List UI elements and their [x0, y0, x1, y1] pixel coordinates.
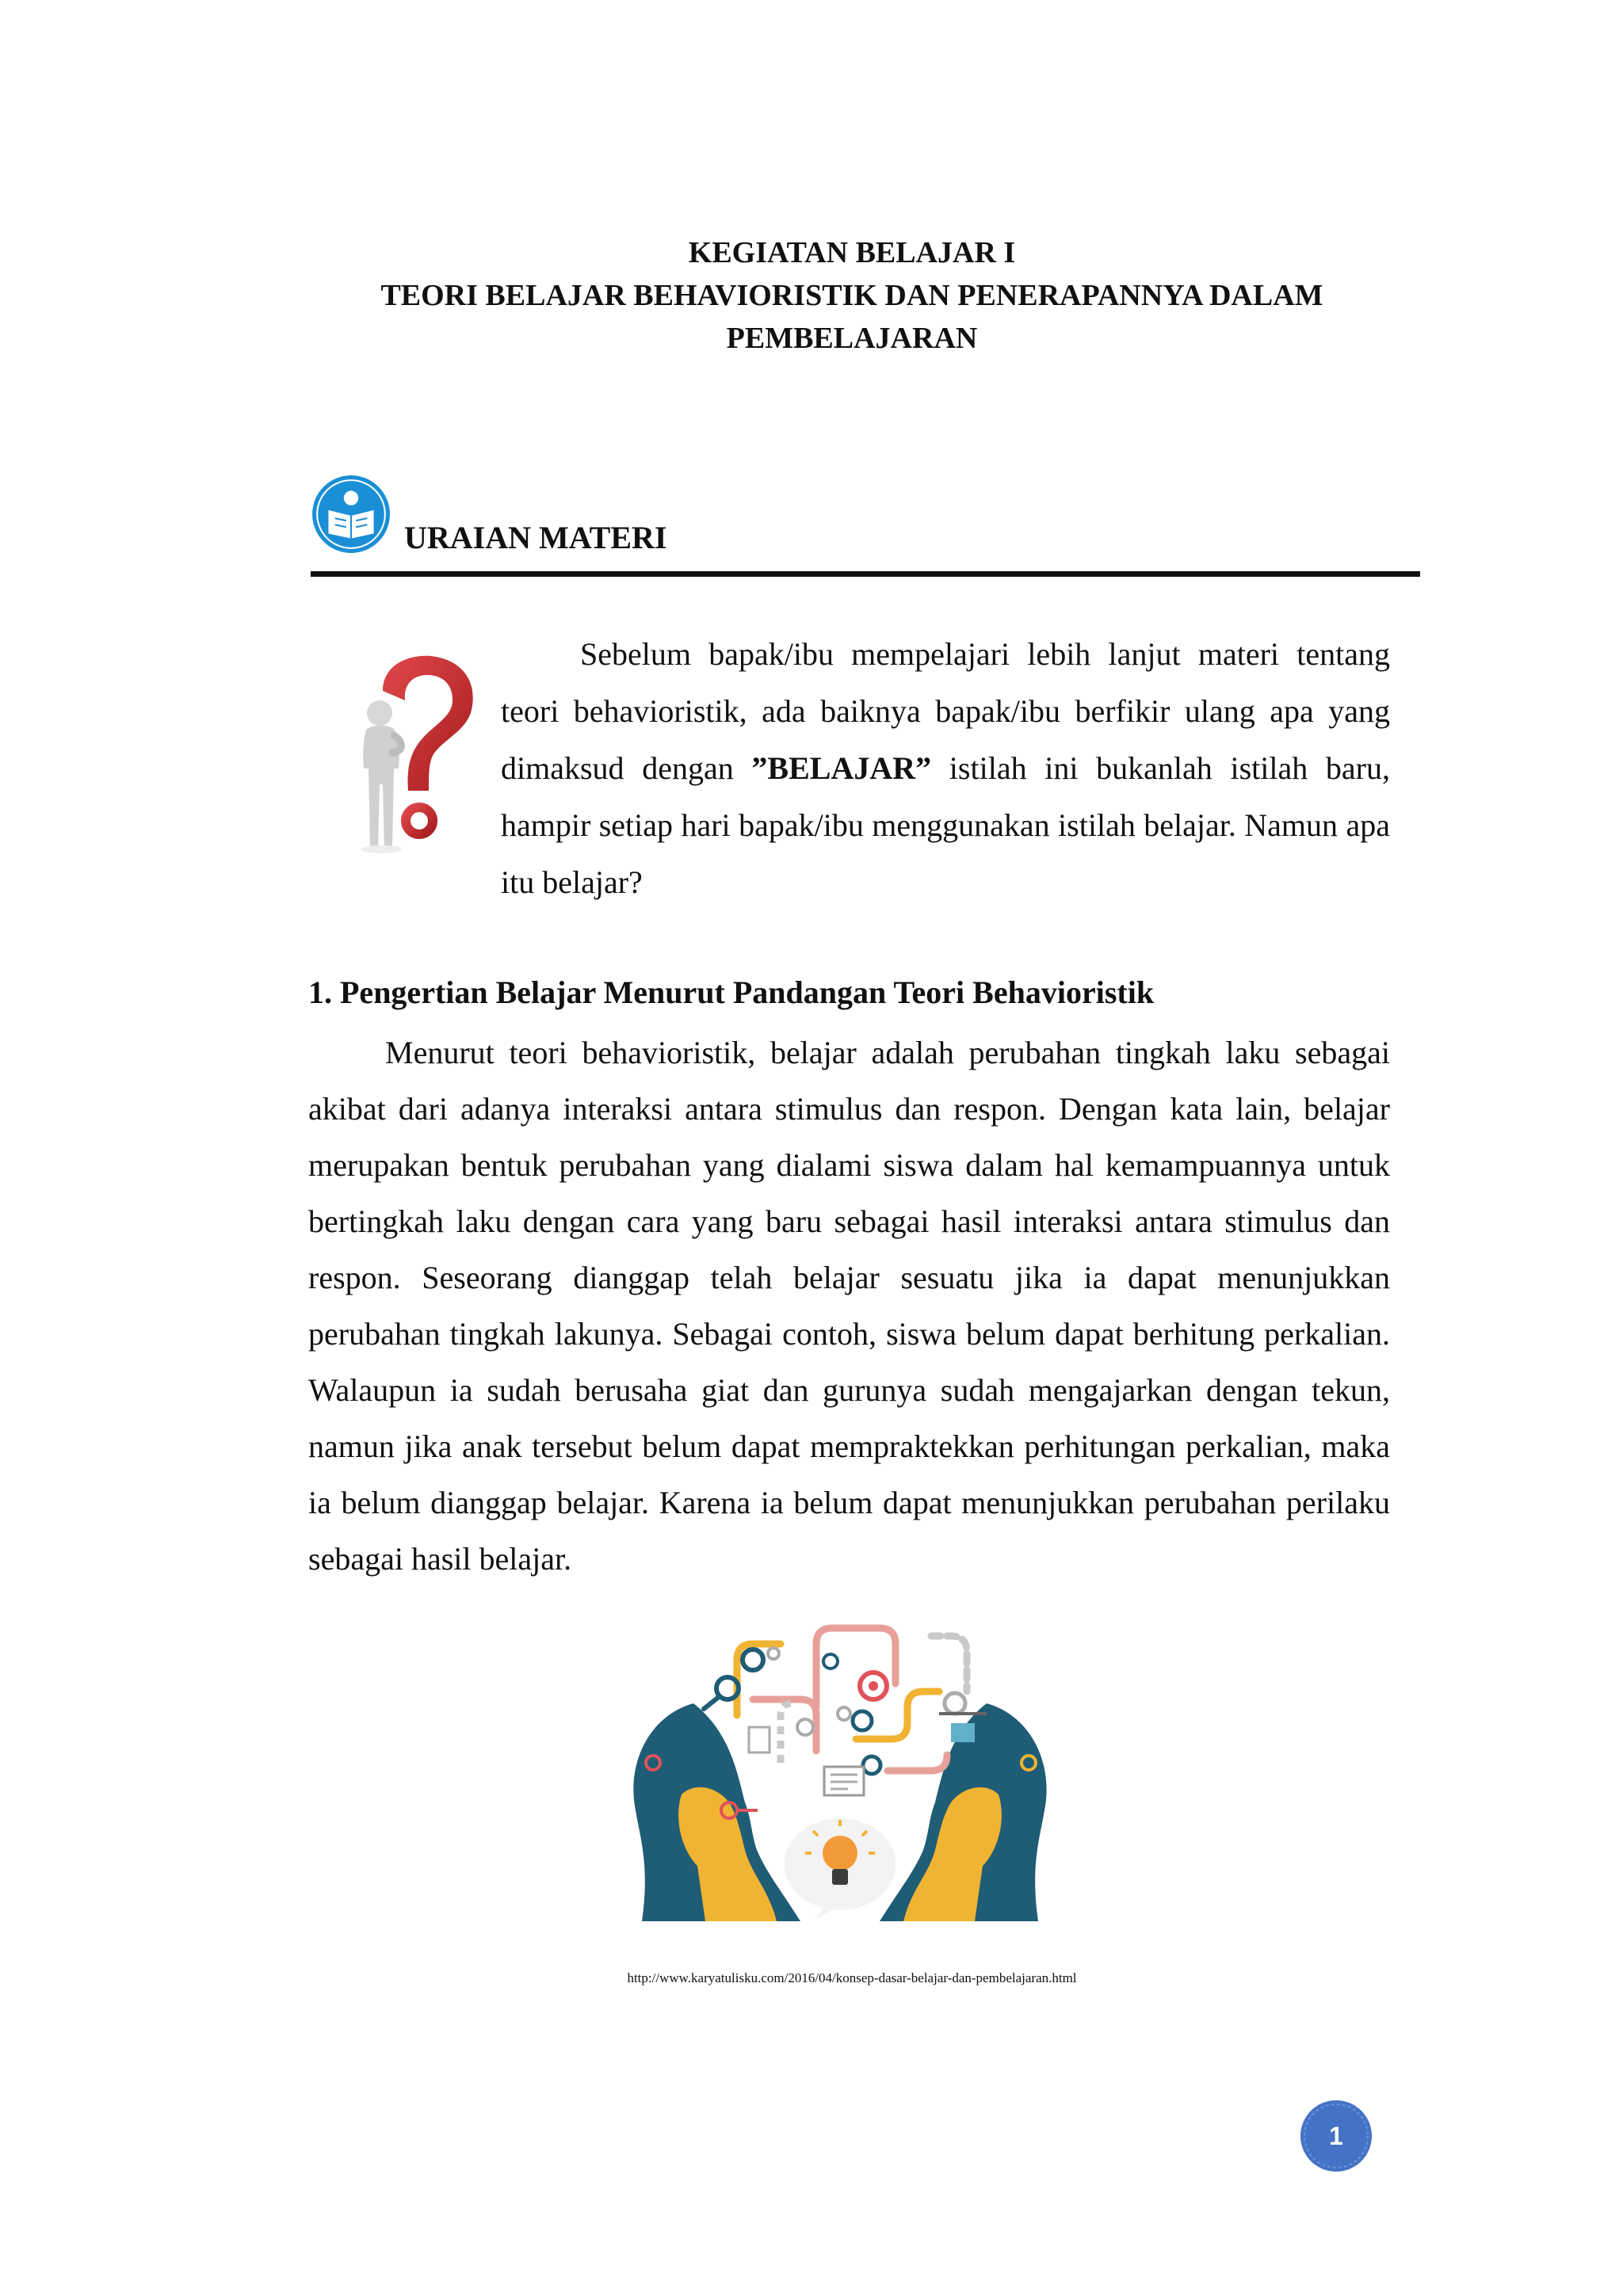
body-paragraph	[308, 1024, 1390, 1587]
title-line-3: PEMBELAJARAN	[726, 322, 978, 355]
subsection-heading: 1. Pengertian Belajar Menurut Pandangan Teori Behavioristik	[308, 974, 1155, 1010]
reading-person-icon	[311, 474, 391, 555]
title-line-1: KEGIATAN BELAJAR I	[688, 236, 1016, 269]
question-mark-figure-icon	[337, 650, 495, 860]
intro-text-after: istilah ini bukanlah istilah baru, hampir setiap hari bapak/ibu menggunakan istilah belajar. Namun apa itu belajar?	[501, 750, 1390, 900]
body-text: Menurut teori behavioristik, belajar adalah perubahan tingkah laku sebagai akibat dari adanya interaksi antara stimulus dan respon. Dengan kata lain, belajar merupakan bentuk perubahan yang dialami siswa dalam hal kemampuannya untuk bertingkah laku dengan cara yang baru sebagai hasil interaksi antara stimulus dan respon. Seseorang dianggap telah belajar sesuatu jika ia dapat menunjukkan perubahan tingkah lakunya. Sebagai contoh, siswa belum dapat berhitung perkalian. Walaupun ia sudah berusaha giat dan gurunya sudah mengajarkan dengan tekun, namun jika anak tersebut belum dapat mempraktekkan perhitungan perkalian, maka ia belum dianggap belajar. Karena ia belum dapat menunjukkan perubahan perilaku sebagai hasil belajar.	[308, 1035, 1390, 1577]
intro-emphasis: ”BELAJAR”	[751, 750, 932, 786]
intro-paragraph	[501, 626, 1390, 911]
intro-text-before: Sebelum bapak/ibu mempelajari lebih lanjut materi tentang teori behavioristik, ada baiknya bapak/ibu berfikir ulang apa yang dimaksud dengan	[501, 636, 1390, 786]
image-source-caption: http://www.karyatulisku.com/2016/04/konsep-dasar-belajar-dan-pembelajaran.html	[627, 1970, 1077, 1985]
section-title: URAIAN MATERI	[404, 520, 667, 555]
two-heads-ideas-lightbulb-illustration	[618, 1612, 1062, 1921]
page-number: 1	[1329, 2122, 1343, 2150]
title-line-2: TEORI BELAJAR BEHAVIORISTIK DAN PENERAPANNYA DALAM	[380, 279, 1323, 312]
page-title	[0, 231, 1623, 360]
section-divider	[311, 571, 1420, 577]
